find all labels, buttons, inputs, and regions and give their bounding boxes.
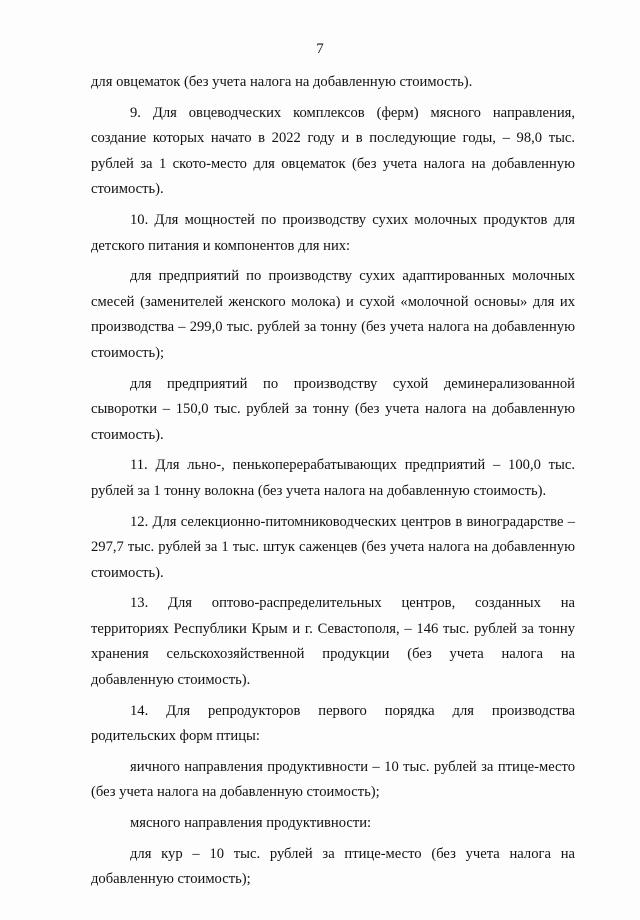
paragraph-continuation: для овцематок (без учета налога на добавленную стоимость). <box>91 74 473 90</box>
paragraph-item-14: 14. Для репродукторов первого порядка для производства родительских форм птицы: <box>91 702 575 745</box>
paragraph-item-9: 9. Для овцеводческих комплексов (ферм) мясного направления, создание которых начато в 2022 году и в последующие годы, – 98,0 тыс. рублей за 1 ското-место для овцематок (без учета налога на добавленную стоимость). <box>91 104 575 198</box>
paragraph-item-12: 12. Для селекционно-питомниководческих центров в виноградарстве – 297,7 тыс. рублей за 1 тыс. штук саженцев (без учета налога на добавленную стоимость). <box>91 513 575 581</box>
paragraph-item-11: 11. Для льно-, пенькоперерабатывающих предприятий – 100,0 тыс. рублей за 1 тонну волокна (без учета налога на добавленную стоимость). <box>91 457 575 499</box>
paragraph-item-13: 13. Для оптово-распределительных центров, созданных на территориях Республики Крым и г. Севастополя, – 146 тыс. рублей за тонну хранения сельскохозяйственной продукции (без учета налога на добавленную стоимость). <box>91 595 575 689</box>
paragraph-item-10-infant-formula: для предприятий по производству сухих адаптированных молочных смесей (заменителей женского молока) и сухой «молочной основы» для их производства – 299,0 тыс. рублей за тонну (без учета налога на добавленную стоимость); <box>91 268 575 361</box>
paragraph-item-10-whey: для предприятий по производству сухой деминерализованной сыворотки – 150,0 тыс. рублей за тонну (без учета налога на добавленную стоимость). <box>91 375 575 443</box>
paragraph-item-10: 10. Для мощностей по производству сухих молочных продуктов для детского питания и компонентов для них: <box>91 211 575 254</box>
paragraph-item-14-meat: мясного направления продуктивности: <box>130 815 372 832</box>
document-body <box>91 70 575 898</box>
paragraph-item-14-egg: яичного направления продуктивности – 10 тыс. рублей за птице-место (без учета налога на добавленную стоимость); <box>91 758 575 801</box>
page-number: 7 <box>316 41 324 57</box>
paragraph-item-14-meat-chickens: для кур – 10 тыс. рублей за птице-место (без учета налога на добавленную стоимость); <box>91 845 575 888</box>
